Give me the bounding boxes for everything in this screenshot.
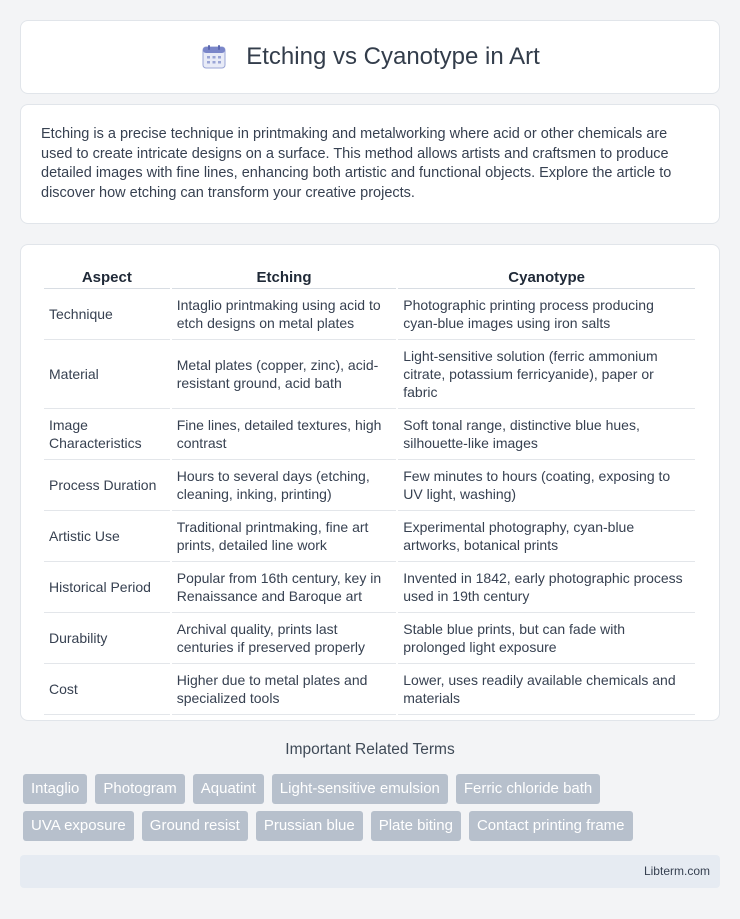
tag-row [23, 811, 723, 841]
footer [20, 855, 720, 888]
tag-plate-biting[interactable]: Plate biting [371, 811, 461, 841]
title-wrap [200, 43, 539, 71]
table-row [44, 664, 695, 715]
calendar-icon [200, 43, 228, 71]
table-row [44, 409, 695, 460]
cell-cyanotype: Soft tonal range, distinctive blue hues, silhouette-like images [398, 409, 695, 460]
cell-cyanotype: Photographic printing process producing cyan-blue images using iron salts [398, 289, 695, 340]
page-title: Etching vs Cyanotype in Art [246, 43, 540, 70]
related-terms-title: Important Related Terms [285, 741, 455, 758]
cell-etching: Metal plates (copper, zinc), acid-resistant ground, acid bath [172, 340, 397, 409]
intro-text: Etching is a precise technique in printmaking and metalworking where acid or other chemicals are used to create intricate designs on a surface. This method allows artists and craftsmen to produce detailed images with fine lines, enhancing both artistic and functional objects. Explore the article to discover how etching can transform your creative projects. [41, 126, 672, 201]
footer-site-link[interactable]: Libterm.com [643, 864, 710, 878]
cell-etching: Intaglio printmaking using acid to etch designs on metal plates [172, 289, 397, 340]
comparison-card [20, 244, 720, 721]
cell-cyanotype: Light-sensitive solution (ferric ammonium citrate, potassium ferricyanide), paper or fabric [398, 340, 695, 409]
cell-aspect: Artistic Use [44, 511, 170, 562]
intro-card [20, 104, 720, 224]
tag-aquatint[interactable]: Aquatint [193, 774, 264, 804]
cell-etching: Fine lines, detailed textures, high contrast [172, 409, 397, 460]
table-row [44, 460, 695, 511]
table-row [44, 613, 695, 664]
header-cyanotype: Cyanotype [398, 265, 695, 289]
cell-aspect: Cost [44, 664, 170, 715]
table-header-row [44, 265, 695, 289]
tag-intaglio[interactable]: Intaglio [23, 774, 87, 804]
cell-etching: Archival quality, prints last centuries if preserved properly [172, 613, 397, 664]
table-row [44, 289, 695, 340]
header-etching: Etching [172, 265, 397, 289]
comparison-table [42, 265, 697, 715]
cell-aspect: Process Duration [44, 460, 170, 511]
header-aspect: Aspect [44, 265, 170, 289]
cell-etching: Traditional printmaking, fine art prints, detailed line work [172, 511, 397, 562]
cell-etching: Popular from 16th century, key in Renaissance and Baroque art [172, 562, 397, 613]
cell-cyanotype: Few minutes to hours (coating, exposing to UV light, washing) [398, 460, 695, 511]
tag-contact-printing-frame[interactable]: Contact printing frame [469, 811, 633, 841]
table-row [44, 340, 695, 409]
cell-cyanotype: Stable blue prints, but can fade with prolonged light exposure [398, 613, 695, 664]
cell-aspect: Historical Period [44, 562, 170, 613]
cell-cyanotype: Lower, uses readily available chemicals and materials [398, 664, 695, 715]
cell-aspect: Material [44, 340, 170, 409]
tag-uva-exposure[interactable]: UVA exposure [23, 811, 134, 841]
tag-prussian-blue[interactable]: Prussian blue [256, 811, 363, 841]
tag-photogram[interactable]: Photogram [95, 774, 184, 804]
cell-aspect: Image Characteristics [44, 409, 170, 460]
tag-light-sensitive-emulsion[interactable]: Light-sensitive emulsion [272, 774, 448, 804]
tag-row [23, 774, 723, 804]
cell-cyanotype: Invented in 1842, early photographic process used in 19th century [398, 562, 695, 613]
cell-aspect: Durability [44, 613, 170, 664]
cell-aspect: Technique [44, 289, 170, 340]
tag-ferric-chloride-bath[interactable]: Ferric chloride bath [456, 774, 600, 804]
related-terms [23, 774, 723, 848]
table-row [44, 562, 695, 613]
title-card [20, 20, 720, 94]
cell-cyanotype: Experimental photography, cyan-blue artworks, botanical prints [398, 511, 695, 562]
cell-etching: Higher due to metal plates and specialized tools [172, 664, 397, 715]
table-row [44, 511, 695, 562]
tag-ground-resist[interactable]: Ground resist [142, 811, 248, 841]
cell-etching: Hours to several days (etching, cleaning, inking, printing) [172, 460, 397, 511]
